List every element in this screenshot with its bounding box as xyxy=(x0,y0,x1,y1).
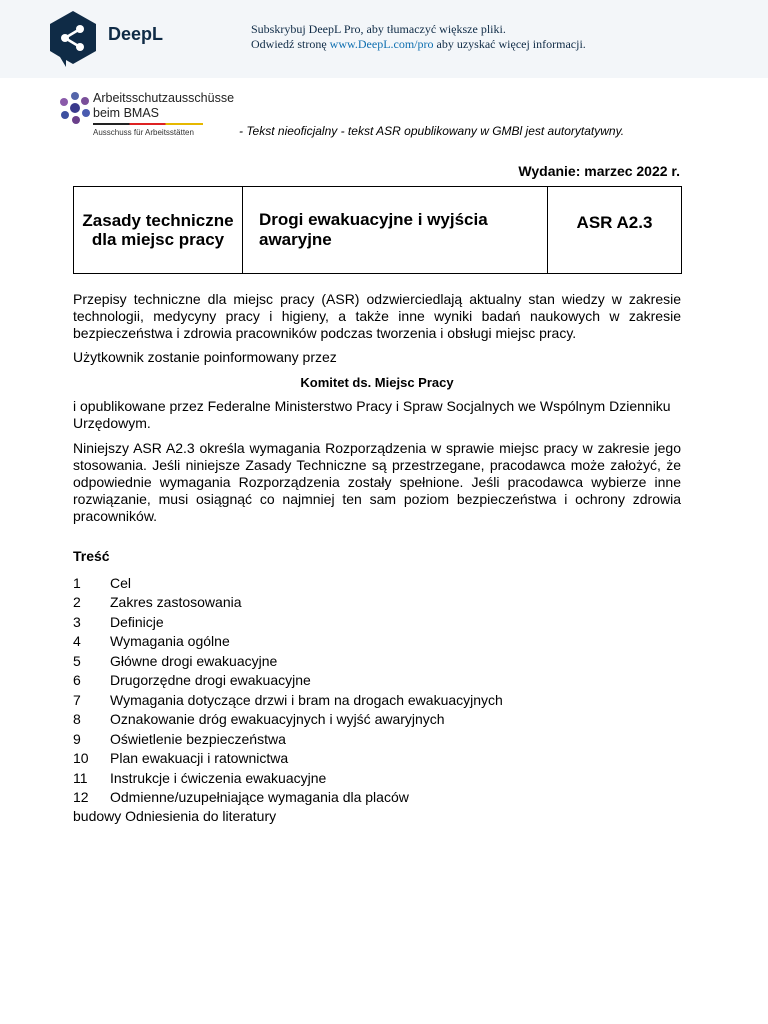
toc-item-label: Główne drogi ewakuacyjne xyxy=(110,652,278,669)
header-table xyxy=(73,186,682,274)
toc-item-label: Oznakowanie dróg ewakuacyjnych i wyjść awaryjnych xyxy=(110,711,445,728)
deepl-brand: DeepL xyxy=(108,24,164,44)
toc-item-label: Drugorzędne drogi ewakuacyjne xyxy=(110,672,311,689)
toc-title: Treść xyxy=(73,548,110,564)
toc-item-label: Zakres zastosowania xyxy=(110,594,242,611)
unofficial-note: - Tekst nieoficjalny - tekst ASR opublikowany w GMBl jest autorytatywny. xyxy=(239,124,625,138)
toc-item-number: 4 xyxy=(73,633,81,650)
banner-line-2 xyxy=(251,37,586,52)
toc-item xyxy=(73,731,286,748)
paragraph-published: i opublikowane przez Federalne Ministerstwo Pracy i Spraw Socjalnych we Wspólnym Dzienniku Urzędowym. xyxy=(73,398,671,431)
header-code: ASR A2.3 xyxy=(548,187,682,274)
toc-item-number: 11 xyxy=(73,769,88,786)
banner-line-2-pre: Odwiedź stronę xyxy=(251,37,330,51)
header-title: Drogi ewakuacyjne i wyjścia awaryjne xyxy=(243,187,548,274)
toc-item xyxy=(73,711,445,728)
org-color-bar xyxy=(93,123,203,125)
deepl-banner xyxy=(0,0,768,78)
paragraph-committee: Komitet ds. Miejsc Pracy xyxy=(300,375,454,390)
toc-item xyxy=(73,672,311,689)
banner-line-1: Subskrybuj DeepL Pro, aby tłumaczyć większe pliki. xyxy=(251,22,506,36)
paragraph-informed-by: Użytkownik zostanie poinformowany przez xyxy=(73,349,337,365)
toc-item-number: 1 xyxy=(73,575,81,591)
toc-item xyxy=(73,692,503,709)
bmas-logo-icon xyxy=(57,90,93,126)
deepl-logo-icon xyxy=(46,9,100,69)
toc-item-label: Oświetlenie bezpieczeństwa xyxy=(110,730,286,747)
header-category: Zasady techniczne dla miejsc pracy xyxy=(74,187,243,274)
toc-tail: budowy Odniesienia do literatury xyxy=(73,808,277,824)
banner-line-2-post: aby uzyskać więcej informacji. xyxy=(433,37,586,51)
deepl-pro-link[interactable]: www.DeepL.com/pro xyxy=(329,37,434,51)
toc-item-number: 10 xyxy=(73,750,89,767)
toc-item-label: Plan ewakuacji i ratownictwa xyxy=(110,750,289,767)
toc-item-label: Instrukcje i ćwiczenia ewakuacyjne xyxy=(110,769,327,786)
edition-date: Wydanie: marzec 2022 r. xyxy=(518,163,680,179)
org-subtitle: Ausschuss für Arbeitsstätten xyxy=(93,128,194,137)
toc-item xyxy=(73,653,277,670)
toc-item xyxy=(73,633,230,650)
toc-item-label: Definicje xyxy=(110,613,164,630)
toc-item-number: 12 xyxy=(73,788,89,805)
toc-item-number: 9 xyxy=(73,730,81,747)
toc-item xyxy=(73,770,326,787)
toc-item-label: Odmienne/uzupełniające wymagania dla placów xyxy=(110,788,409,805)
toc-item xyxy=(73,575,131,592)
toc-item-number: 6 xyxy=(73,672,81,689)
org-name-line-2: beim BMAS xyxy=(93,106,159,120)
toc-item-label: Wymagania dotyczące drzwi i bram na drogach ewakuacyjnych xyxy=(110,691,503,708)
toc-item xyxy=(73,614,164,631)
paragraph-scope: Niniejszy ASR A2.3 określa wymagania Rozporządzenia w sprawie miejsc pracy w zakresie jego stosowania. Jeśli niniejsze Zasady Techniczne są przestrzegane, pracodawca może założyć, że odpowiednie wymagania Rozporządzenia zostały spełnione. Jeśli pracodawca wybierze inne rozwiązanie, musi osiągnąć co najmniej ten sam poziom bezpieczeństwa i ochrony zdrowia pracowników. xyxy=(73,440,681,524)
toc-item xyxy=(73,789,409,806)
toc-item-label: Wymagania ogólne xyxy=(110,633,230,650)
toc-item-number: 2 xyxy=(73,594,81,611)
toc-item-label: Cel xyxy=(110,575,132,591)
paragraph-intro: Przepisy techniczne dla miejsc pracy (ASR) odzwierciedlają aktualny stan wiedzy w zakresie technologii, medycyny pracy i higieny, a także inne wyniki badań naukowych w zakresie bezpieczeństwa i zdrowia pracowników podczas tworzenia i obsługi miejsc pracy. xyxy=(73,291,681,341)
toc-item-number: 5 xyxy=(73,652,81,669)
toc-item-number: 7 xyxy=(73,691,81,708)
banner-message xyxy=(251,22,586,52)
toc-item xyxy=(73,594,242,611)
toc-item-number: 3 xyxy=(73,613,81,630)
toc-item xyxy=(73,750,288,767)
toc-item-number: 8 xyxy=(73,711,81,728)
org-name-line-1: Arbeitsschutzausschüsse xyxy=(93,91,235,105)
